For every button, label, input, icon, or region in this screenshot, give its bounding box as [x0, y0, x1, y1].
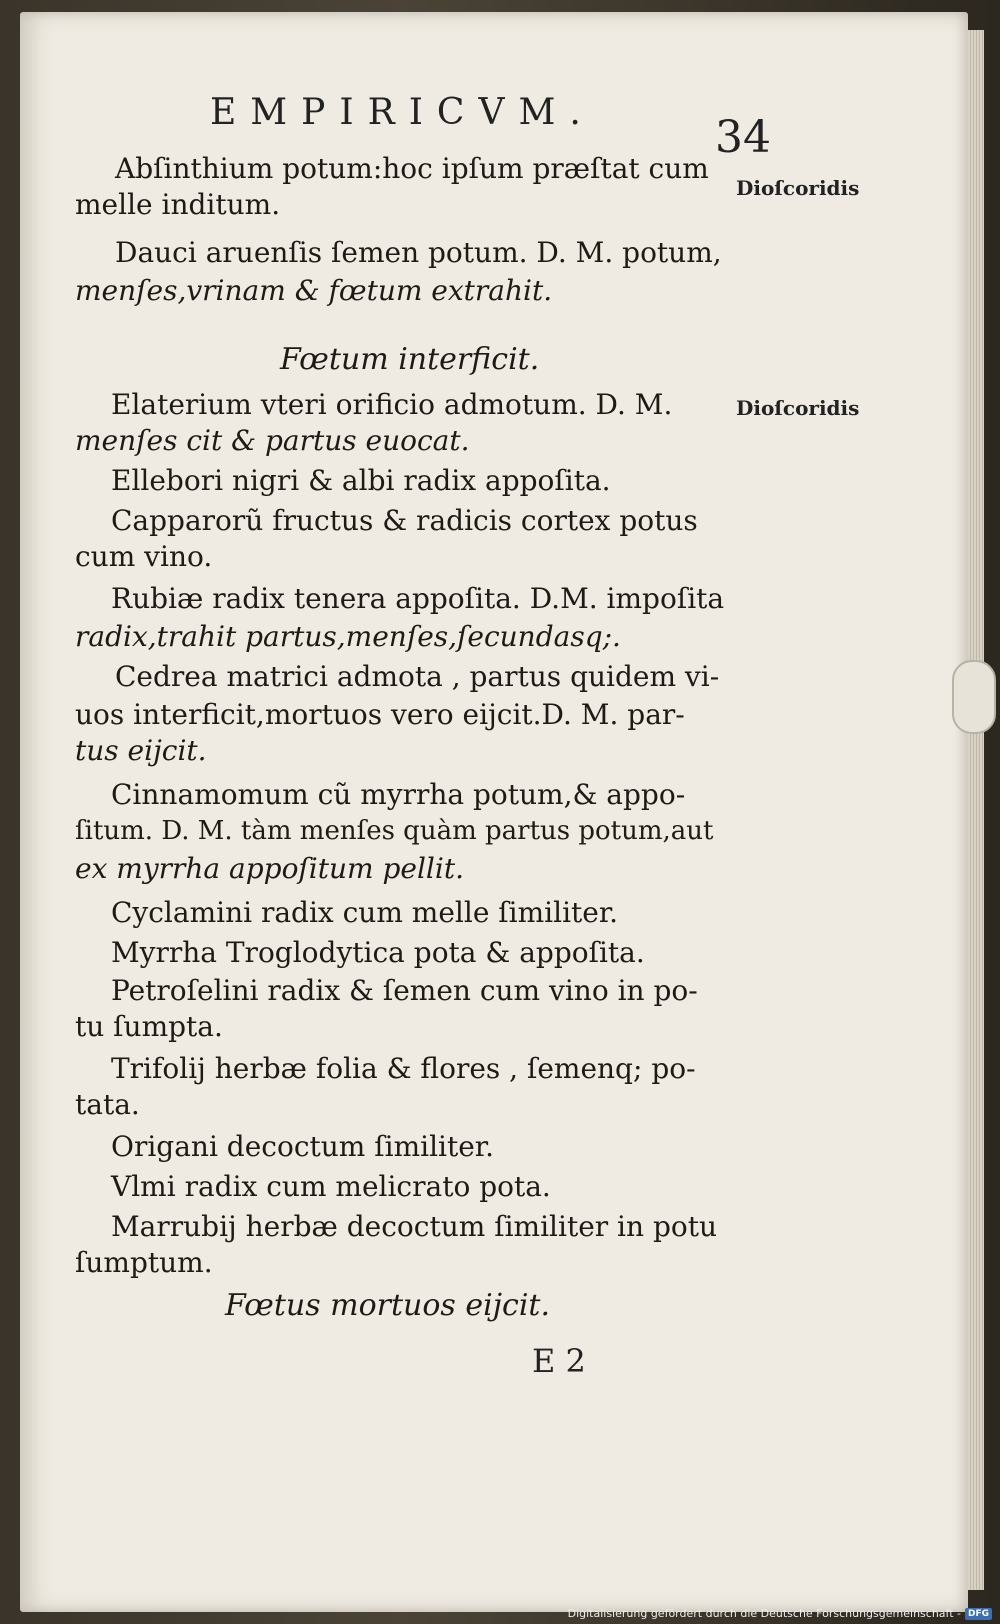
- page-edge: [968, 30, 984, 1590]
- text-line: Cinnamomum cũ myrrha potum,& appo-: [111, 778, 686, 811]
- text-line: Ellebori nigri & albi radix appoſita.: [111, 464, 611, 497]
- text-line: Myrrha Troglodytica pota & appoſita.: [111, 936, 645, 969]
- page-tab: [952, 660, 996, 734]
- text-line: Capparorũ fructus & radicis cortex potus: [111, 504, 698, 537]
- text-line: tata.: [75, 1088, 140, 1121]
- text-line: tu ſumpta.: [75, 1010, 223, 1043]
- running-head: EMPIRICVM.: [210, 92, 595, 133]
- text-line: ex myrrha appoſitum pellit.: [75, 852, 464, 885]
- margin-note: Dioſcoridis: [736, 176, 860, 200]
- text-line: ſitum. D. M. tàm menſes quàm partus potum,aut: [75, 816, 714, 846]
- text-line: Abſinthium potum:hoc ipſum præſtat cum: [115, 152, 709, 185]
- text-line: Rubiæ radix tenera appoſita. D.M. impoſita: [111, 582, 725, 615]
- text-line: Vlmi radix cum melicrato pota.: [111, 1170, 551, 1203]
- text-line: Cyclamini radix cum melle ſimiliter.: [111, 896, 619, 929]
- book-page: [20, 12, 968, 1612]
- text-line: Dauci aruenſis ſemen potum. D. M. potum,: [115, 236, 722, 269]
- text-line: Petroſelini radix & ſemen cum vino in po-: [111, 974, 698, 1007]
- text-line: menſes cit & partus euocat.: [75, 424, 470, 457]
- text-line: melle inditum.: [75, 188, 281, 221]
- text-line: Origani decoctum ſimiliter.: [111, 1130, 495, 1163]
- digitization-credit: [568, 1607, 992, 1620]
- credit-text: Digitalisierung gefördert durch die Deutsche Forschungsgemeinschaft -: [567, 1607, 961, 1620]
- dfg-logo: DFG: [965, 1608, 992, 1620]
- text-line: radix,trahit partus,menſes,ſecundasq;.: [75, 620, 621, 653]
- section-heading: Fœtum interficit.: [280, 342, 540, 377]
- text-line: Marrubij herbæ decoctum ſimiliter in potu: [111, 1210, 718, 1243]
- text-line: uos interficit,mortuos vero eijcit.D. M. par-: [75, 698, 685, 731]
- section-heading: Fœtus mortuos eijcit.: [225, 1288, 551, 1323]
- text-line: ſumptum.: [75, 1246, 213, 1279]
- signature-mark: E 2: [532, 1342, 586, 1380]
- text-line: cum vino.: [75, 540, 213, 573]
- margin-note: Dioſcoridis: [736, 396, 860, 420]
- text-line: Cedrea matrici admota , partus quidem vi-: [115, 660, 720, 693]
- text-line: Elaterium vteri orificio admotum. D. M.: [111, 388, 673, 421]
- text-line: menſes,vrinam & fœtum extrahit.: [75, 274, 553, 307]
- text-line: Trifolij herbæ folia & flores , ſemenq; po-: [111, 1052, 696, 1085]
- page-number: 34: [715, 112, 771, 163]
- text-line: tus eijcit.: [75, 734, 207, 767]
